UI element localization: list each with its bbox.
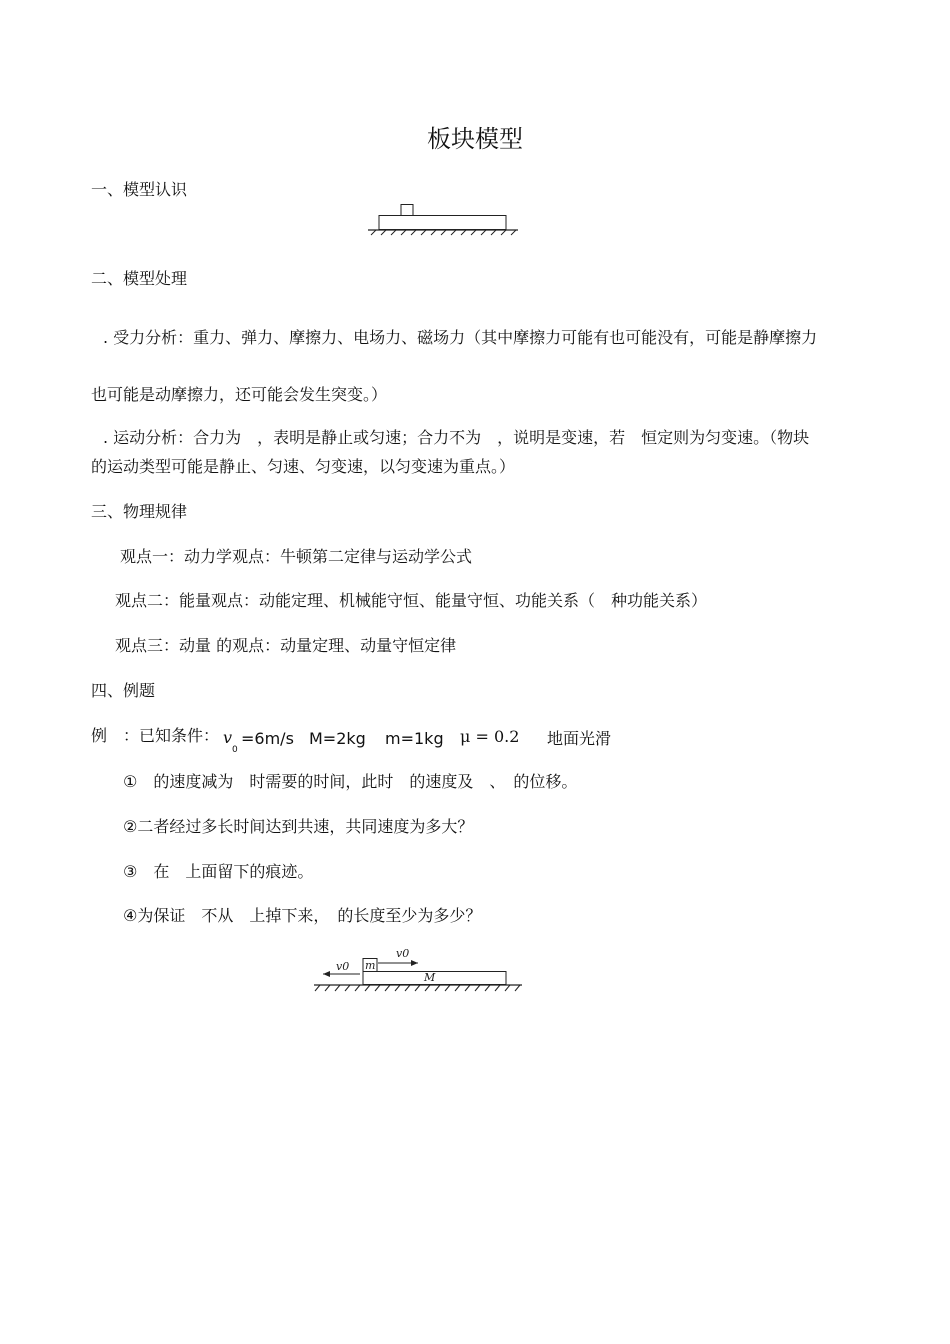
initial-velocity-value: =6m/s bbox=[241, 729, 294, 748]
question-3: ③ 在 上面留下的痕迹。 bbox=[123, 862, 314, 881]
small-block bbox=[401, 205, 413, 216]
question-2: ②二者经过多长时间达到共速，共同速度为多大？ bbox=[123, 817, 474, 836]
force-analysis-line2: 也可能是动摩擦力，还可能会发生突变。） bbox=[91, 385, 388, 404]
law-view-2: 观点二：能量观点：动能定理、机械能守恒、能量守恒、功能关系（ 种功能关系） bbox=[115, 591, 708, 610]
page-title: 板块模型 bbox=[427, 125, 523, 153]
board bbox=[379, 216, 506, 230]
block-mass: m=1kg bbox=[385, 729, 444, 748]
left-arrow-head bbox=[323, 971, 330, 977]
law-view-3: 观点三：动量 的观点：动量定理、动量守恒定律 bbox=[115, 636, 457, 655]
board-block-figure bbox=[368, 204, 518, 234]
example-prefix: 例 ：已知条件： bbox=[91, 726, 220, 745]
block-label: m bbox=[365, 959, 376, 972]
section-heading-model: 一、模型认识 bbox=[91, 180, 188, 199]
question-4: ④为保证 不从 上掉下来， 的长度至少为多少？ bbox=[123, 906, 482, 925]
velocity-symbol: v bbox=[223, 728, 233, 747]
ground-smooth-note: 地面光滑 bbox=[547, 729, 612, 748]
board-mass: M=2kg bbox=[309, 729, 366, 748]
force-analysis-line1: . 受力分析：重力、弹力、摩擦力、电场力、磁场力（其中摩擦力可能有也可能没有，可能是静摩擦力 bbox=[103, 328, 818, 347]
law-view-1: 观点一：动力学观点：牛顿第二定律与运动学公式 bbox=[120, 547, 473, 566]
ground-hatch bbox=[371, 230, 516, 235]
friction-coefficient: μ = 0.2 bbox=[460, 727, 520, 746]
motion-analysis-line1: . 运动分析：合力为 ，表明是静止或匀速；合力不为 ，说明是变速，若 恒定则为匀变速。（物块 bbox=[103, 428, 810, 447]
right-velocity-label: v0 bbox=[396, 947, 410, 960]
ground-hatch-2 bbox=[315, 985, 520, 991]
section-heading-processing: 二、模型处理 bbox=[91, 269, 188, 288]
question-1: ① 的速度减为 时需要的时间，此时 的速度及 、 的位移。 bbox=[123, 772, 578, 791]
left-velocity-label: v0 bbox=[336, 960, 350, 973]
motion-analysis-line2: 的运动类型可能是静止、匀速、匀变速，以匀变速为重点。） bbox=[91, 457, 516, 476]
section-heading-laws: 三、物理规律 bbox=[91, 502, 188, 521]
right-arrow-head bbox=[411, 960, 418, 966]
velocity-subscript: 0 bbox=[232, 745, 238, 755]
board-label: M bbox=[424, 971, 436, 984]
section-heading-examples: 四、例题 bbox=[91, 681, 156, 700]
example-figure bbox=[314, 944, 524, 994]
